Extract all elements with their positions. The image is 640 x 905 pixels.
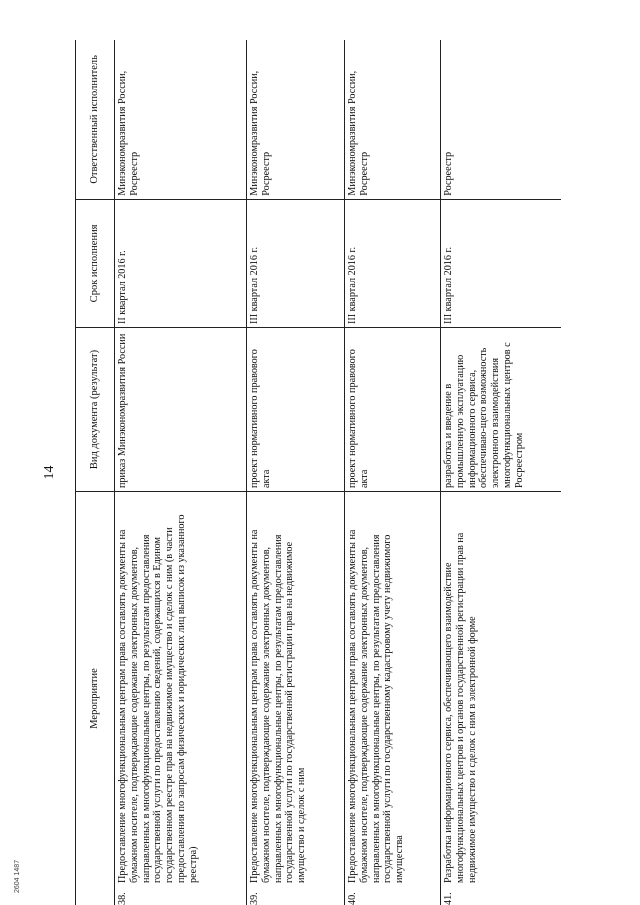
deadline-cell: III квартал 2016 г. [247, 199, 345, 327]
activity-cell [247, 492, 345, 905]
header-doc-type: Вид документа (результат) [76, 328, 115, 492]
deadline-cell: III квартал 2016 г. [345, 199, 441, 327]
doc-type-cell: проект нормативного правового акта [247, 328, 345, 492]
activity-text: Предоставление многофункциональным центрам права составлять документы на бумажном носителе, подтверждающие содержание электронных документов, направленных в многофункциональные центры, по результатам предоставления государственной услуги по государственному кадастровому учету недвижимого имущества [347, 529, 406, 883]
responsible-cell: Минэкономразвития России, Росреестр [247, 40, 345, 199]
deadline-cell: II квартал 2016 г. [115, 199, 247, 327]
doc-type-cell: разработка и введение в промышленную эксплуатацию информационного сервиса, обеспечиваю-щего возможность электронного взаимодействия многофункциональных центров с Росреестром [441, 328, 561, 492]
doc-type-cell: приказ Минэкономразвития России [115, 328, 247, 492]
header-responsible: Ответственный исполнитель [76, 40, 115, 199]
row-number: 38. [117, 892, 128, 905]
header-deadline: Срок исполнения [76, 199, 115, 327]
activities-table [75, 40, 561, 905]
doc-type-cell: проект нормативного правового акта [345, 328, 441, 492]
responsible-cell: Росреестр [441, 40, 561, 199]
table-row [247, 40, 345, 905]
header-activity: Мероприятие [76, 492, 115, 905]
activity-text: Предоставление многофункциональным центрам права составлять документы на бумажном носителе, подтверждающие содержание электронных документов, направленных в многофункциональные центры, по результатам предоставления государственной услуги по государственной регистрации прав на недвижимое имущество и сделок с ним [249, 529, 308, 883]
activity-text: Разработка информационного сервиса, обеспечивающего взаимодействие многофункциональных центров и органов государственной регистрации прав на недвижимое имущество и сделок с ним в электронной форме [443, 532, 478, 883]
deadline-cell: III квартал 2016 г. [441, 199, 561, 327]
page-number: 14 [42, 465, 57, 480]
document-code-stamp: 2604 1487 [14, 859, 21, 893]
rotated-page [40, 40, 600, 905]
activity-cell [345, 492, 441, 905]
table-row [441, 40, 561, 905]
activity-cell [441, 492, 561, 905]
responsible-cell: Минэкономразвития России, Росреестр [345, 40, 441, 199]
row-number: 41. [443, 892, 454, 905]
row-number: 40. [347, 892, 358, 905]
table-header-row [76, 40, 115, 905]
activity-cell [115, 492, 247, 905]
activity-text: Предоставление многофункциональным центрам права составлять документы на бумажном носителе, подтверждающие содержание электронных документов, направленных в многофункциональные центры, по результатам предоставления государственной услуги по предоставлению сведений, содержащихся в Едином государственном реестре прав на недвижимое имущество и сделок с ним (в части предоставления по запросам физических и юридических лиц выписок из указанного реестра) [117, 514, 199, 883]
row-number: 39. [249, 892, 260, 905]
responsible-cell: Минэкономразвития России, Росреестр [115, 40, 247, 199]
table-row [115, 40, 247, 905]
table-row [345, 40, 441, 905]
